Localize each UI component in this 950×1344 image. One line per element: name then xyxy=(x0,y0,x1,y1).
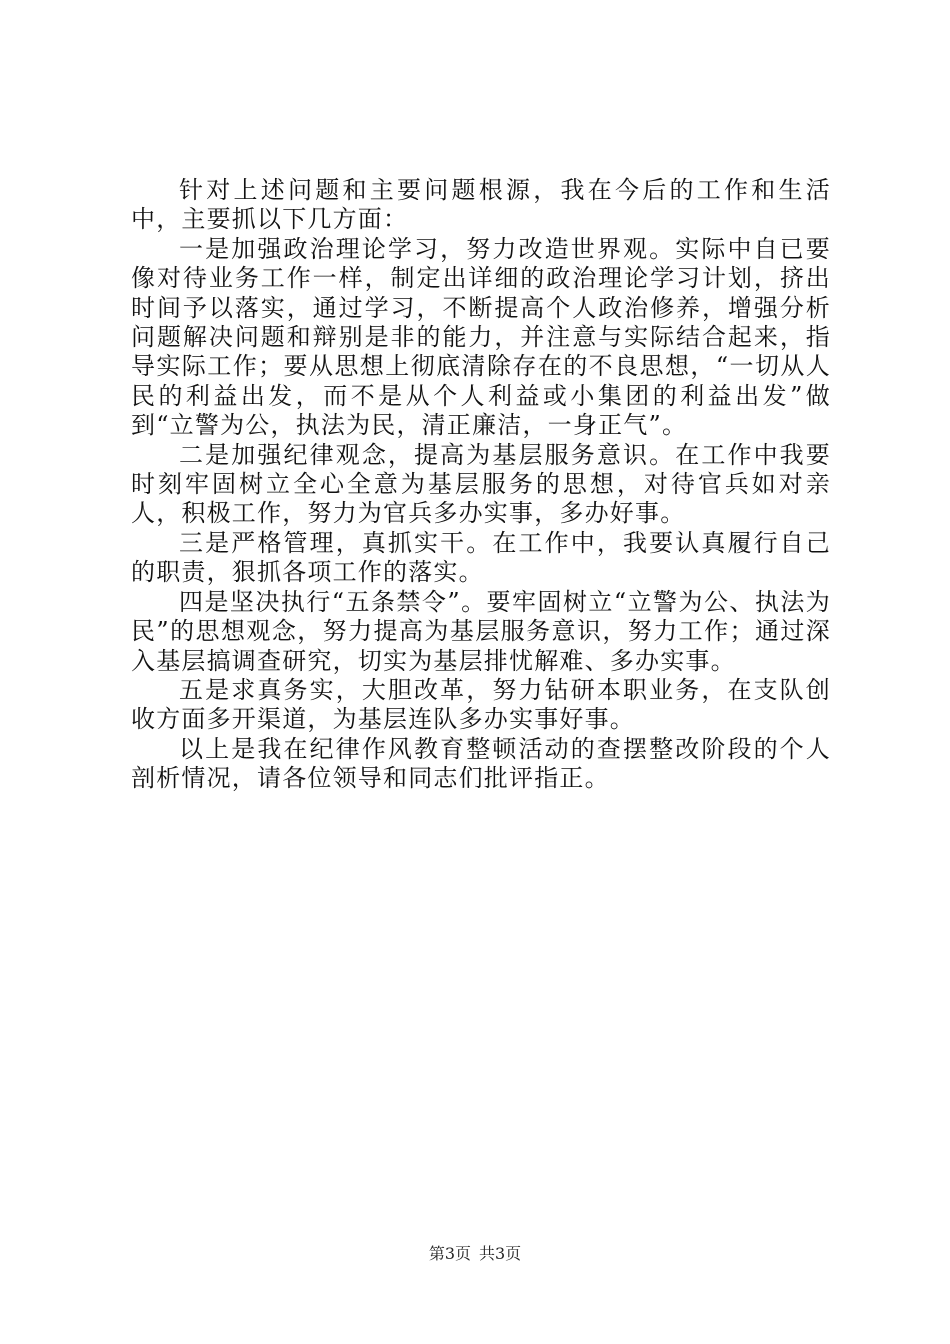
paragraph-point-1: 一是加强政治理论学习，努力改造世界观。实际中自已要像对待业务工作一样，制定出详细的政治理论学习计划，挤出时间予以落实，通过学习，不断提高个人政治修养，增强分析问题解决问题和辩别是非的能力，并注意与实际结合起来，指导实际工作；要从思想上彻底清除存在的不良思想，“一切从人民的利益出发，而不是从个人利益或小集团的利益出发”做到“立警为公，执法为民，清正廉洁，一身正气”。 xyxy=(131,234,831,440)
paragraph-intro: 针对上述问题和主要问题根源，我在今后的工作和生活中，主要抓以下几方面： xyxy=(131,176,831,234)
paragraph-point-4: 四是坚决执行“五条禁令”。要牢固树立“立警为公、执法为民”的思想观念，努力提高为基层服务意识，努力工作；通过深入基层搞调查研究，切实为基层排忧解难、多办实事。 xyxy=(131,587,831,675)
paragraph-conclusion: 以上是我在纪律作风教育整顿活动的查摆整改阶段的个人剖析情况，请各位领导和同志们批评指正。 xyxy=(131,734,831,793)
paragraph-point-3: 三是严格管理，真抓实干。在工作中，我要认真履行自己的职责，狠抓各项工作的落实。 xyxy=(131,528,831,587)
page-number: 第3页 xyxy=(428,1244,471,1263)
page-total: 共3页 xyxy=(479,1244,522,1263)
page-footer xyxy=(0,1244,950,1264)
paragraph-point-2: 二是加强纪律观念，提高为基层服务意识。在工作中我要时刻牢固树立全心全意为基层服务的思想，对待官兵如对亲人，积极工作，努力为官兵多办实事，多办好事。 xyxy=(131,440,831,528)
document-body xyxy=(131,176,831,794)
paragraph-point-5: 五是求真务实，大胆改革，努力钻研本职业务，在支队创收方面多开渠道，为基层连队多办实事好事。 xyxy=(131,675,831,734)
